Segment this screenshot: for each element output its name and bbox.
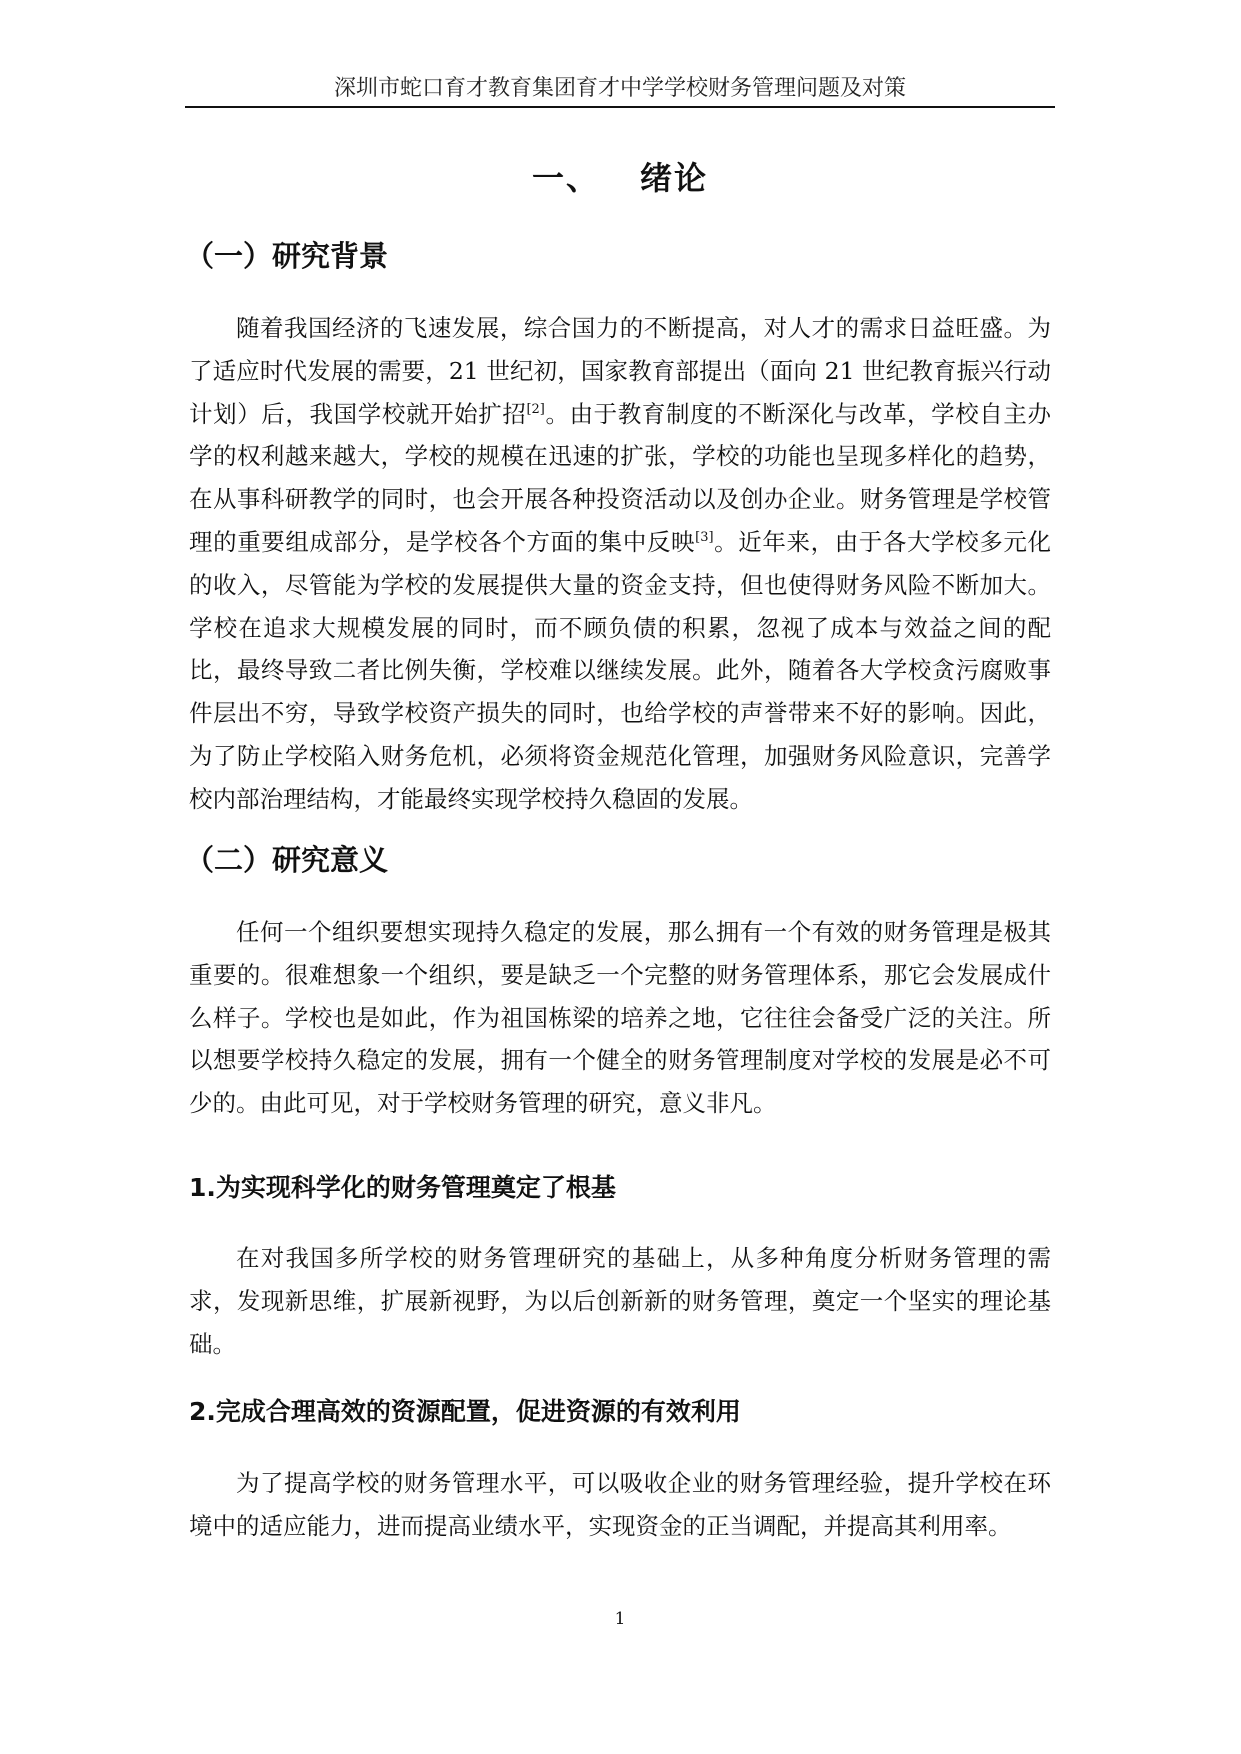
running-header: 深圳市蛇口育才教育集团育才中学学校财务管理问题及对策 [333, 76, 906, 101]
section-heading-significance: （二）研究意义 [185, 843, 389, 877]
page-number: 1 [614, 1609, 626, 1629]
chapter-name: 绪论 [640, 159, 709, 197]
paragraph-text: 。近年来，由于各大学校多元化的收入，尽管能为学校的发展提供大量的资金支持，但也使得财务风险不断加大。学校在追求大规模发展的同时，而不顾负债的积累，忽视了成本与效益之间的配比，最终导致二者比例失衡，学校难以继续发展。此外，随着各大学校贪污腐败事件层出不穷，导致学校资产损失的同时，也给学校的声誉带来不好的影响。因此，为了防止学校陷入财务危机，必须将资金规范化管理，加强财务风险意识，完善学校内部治理结构，才能最终实现学校持久稳固的发展。 [189, 527, 1052, 813]
paragraph-background [189, 307, 1051, 821]
paragraph-text: 。由于教育制度的不断深化与改革，学校自主办学的权利越来越大，学校的规模在迅速的扩张，学校的功能也呈现多样化的趋势，在从事科研教学的同时，也会开展各种投资活动以及创办企业。财务管理是学校管理的重要组成部分，是学校各个方面的集中反映 [189, 399, 1052, 556]
citation-ref: [2] [526, 401, 545, 417]
subsection-heading-1: 1.为实现科学化的财务管理奠定了根基 [189, 1173, 616, 1202]
citation-ref: [3] [695, 530, 714, 546]
header-rule [185, 106, 1055, 108]
section-heading-background: （一）研究背景 [185, 239, 389, 273]
chapter-number: 一、 [531, 159, 600, 197]
paragraph-subsection-1: 在对我国多所学校的财务管理研究的基础上，从多种角度分析财务管理的需求，发现新思维，扩展新视野，为以后创新新的财务管理，奠定一个坚实的理论基础。 [189, 1244, 1051, 1358]
paragraph-significance: 任何一个组织要想实现持久稳定的发展，那么拥有一个有效的财务管理是极其重要的。很难想象一个组织，要是缺乏一个完整的财务管理体系，那它会发展成什么样子。学校也是如此，作为祖国栋梁的培养之地，它往往会备受广泛的关注。所以想要学校持久稳定的发展，拥有一个健全的财务管理制度对学校的发展是必不可少的。由此可见，对于学校财务管理的研究，意义非凡。 [189, 918, 1051, 1118]
paragraph-text: 随着我国经济的飞速发展，综合国力的不断提高，对人才的需求日益旺盛。为了适应时代发展的需要，21 世纪初，国家教育部提出（面向 21 世纪教育振兴行动计划）后，我国学校就开始扩招 [189, 314, 1051, 428]
paragraph-subsection-2: 为了提高学校的财务管理水平，可以吸收企业的财务管理经验，提升学校在环境中的适应能力，进而提高业绩水平，实现资金的正当调配，并提高其利用率。 [189, 1469, 1051, 1540]
chapter-title [185, 158, 1055, 198]
subsection-heading-2: 2.完成合理高效的资源配置，促进资源的有效利用 [189, 1397, 741, 1426]
